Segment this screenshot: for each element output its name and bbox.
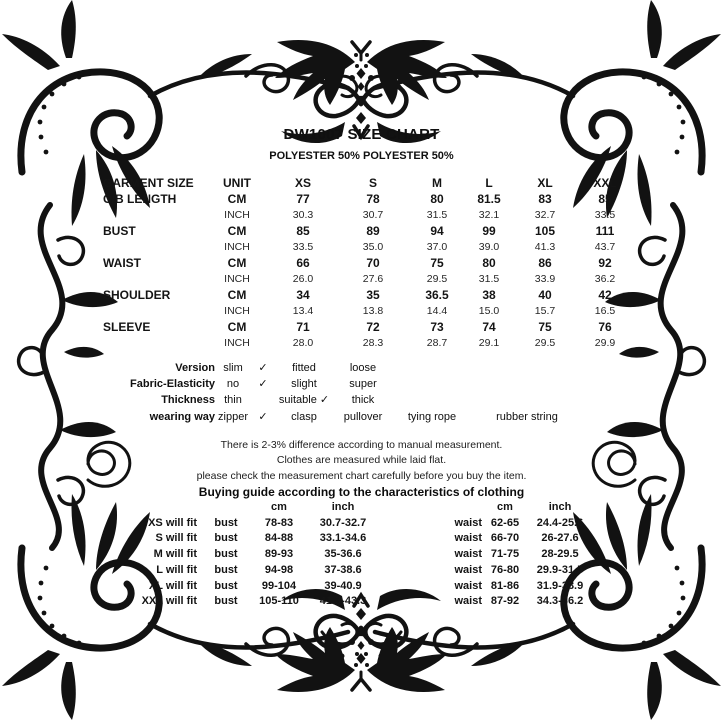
table-cell: 81.5 (477, 192, 501, 206)
table-cell: zipper (218, 410, 248, 423)
table-cell: 80 (482, 256, 496, 270)
table-cell: 38 (482, 288, 496, 302)
table-cell: INCH (224, 305, 250, 317)
table-cell: 86 (538, 256, 552, 270)
table-cell: waist (454, 579, 482, 592)
table-cell: 30.7-32.7 (319, 516, 367, 529)
table-cell: waist (454, 548, 482, 561)
attribute-values (215, 361, 583, 374)
table-cell: 40 (538, 288, 552, 302)
table-cell: S will fit (155, 532, 197, 545)
table-row (95, 547, 383, 563)
note-line: There is 2-3% difference according to manual measurement. (220, 439, 503, 451)
table-cell (446, 500, 482, 516)
table-cell: 42 (598, 288, 612, 302)
buying-guide-waist-table (446, 500, 592, 610)
table-cell: 71 (296, 320, 310, 334)
table-cell: 36.2 (594, 273, 616, 285)
table-cell: 39.0 (478, 241, 500, 253)
table-cell: 30.3 (292, 209, 314, 221)
table-cell: 29.1 (478, 337, 500, 349)
table-cell: L will fit (156, 563, 197, 576)
table-cell: bust (214, 516, 238, 529)
attribute-row-thickness (0, 393, 723, 409)
table-cell: 66-70 (490, 532, 520, 545)
table-row (446, 516, 592, 532)
attribute-row-version (0, 361, 723, 377)
table-row (446, 579, 592, 595)
table-cell: 28.7 (426, 337, 448, 349)
table-cell: 26.0 (292, 273, 314, 285)
table-cell: thick (351, 394, 375, 407)
table-cell: 72 (366, 320, 380, 334)
table-cell: ✓ (258, 378, 268, 391)
table-cell: 35-36.6 (324, 548, 362, 561)
table-row (103, 303, 630, 319)
table-cell: 87-92 (490, 595, 520, 608)
table-row (95, 516, 383, 532)
table-cell: pullover (343, 410, 383, 423)
table-cell: cm (271, 501, 287, 513)
table-row (103, 319, 630, 335)
table-cell: 80 (430, 192, 444, 206)
table-cell: 28.3 (362, 337, 384, 349)
table-cell: M (432, 176, 442, 190)
table-cell: 13.8 (362, 305, 384, 317)
table-cell: CM (227, 288, 247, 302)
table-row (446, 531, 592, 547)
table-cell: 29.9 (594, 337, 616, 349)
table-cell (103, 239, 208, 255)
table-cell: 35 (366, 288, 380, 302)
table-cell: C/B LENGTH (103, 192, 177, 206)
table-cell: 15.7 (534, 305, 556, 317)
table-cell: 15.0 (478, 305, 500, 317)
table-cell: 73 (430, 320, 444, 334)
table-cell: XXL will fit (141, 595, 197, 608)
table-cell: S (368, 176, 377, 190)
table-cell: no (226, 378, 240, 391)
guide-header-row (446, 500, 592, 516)
table-cell: thin (224, 394, 242, 407)
table-cell: 29.5 (534, 337, 556, 349)
attribute-row-wearing-way (0, 410, 723, 426)
page-title: DW1007 SIZE CHART (283, 126, 440, 143)
table-row (103, 255, 630, 271)
table-cell: rubber string (496, 410, 558, 423)
garment-attributes (0, 361, 723, 426)
table-cell: 77 (296, 192, 310, 206)
table-cell: 94 (430, 224, 444, 238)
table-cell: 29.5 (426, 273, 448, 285)
table-cell: 78-83 (264, 516, 294, 529)
table-cell: 31.5 (426, 209, 448, 221)
table-cell: 99 (482, 224, 496, 238)
table-cell: suitable ✓ (278, 394, 330, 407)
table-row (103, 223, 630, 239)
table-cell: CM (227, 224, 247, 238)
table-cell: 85 (598, 192, 612, 206)
table-cell: fitted (292, 362, 316, 374)
table-row (103, 287, 630, 303)
size-chart-table (103, 175, 630, 351)
table-cell: 84-88 (264, 532, 294, 545)
table-cell: 14.4 (426, 305, 448, 317)
table-cell: waist (454, 516, 482, 529)
guide-header-row (95, 500, 383, 516)
table-cell: WAIST (103, 256, 141, 270)
table-cell: inch (548, 501, 572, 513)
buying-guide-heading: Buying guide according to the characteristics of clothing (198, 484, 525, 499)
table-cell: 31.9-33.9 (536, 579, 584, 592)
attribute-label: Thickness (161, 394, 215, 407)
table-cell: 26-27.6 (541, 532, 579, 545)
note-line: please check the measurement chart carefully before you buy the item. (196, 469, 527, 482)
table-cell: 28-29.5 (541, 548, 579, 561)
table-cell: INCH (224, 337, 250, 349)
table-cell: 85 (296, 224, 310, 238)
table-cell: 94-98 (264, 563, 294, 576)
table-cell: 105-110 (259, 595, 299, 608)
table-cell: 30.7 (362, 209, 384, 221)
table-cell: XL (537, 176, 553, 190)
table-cell: 74 (482, 320, 496, 334)
table-cell (95, 500, 197, 516)
table-row (446, 563, 592, 579)
table-cell: SHOULDER (103, 288, 171, 302)
table-cell: 28.0 (292, 337, 314, 349)
attribute-label: Fabric-Elasticity (130, 378, 215, 391)
table-cell: 33.5 (594, 209, 616, 221)
table-row (103, 191, 630, 207)
table-cell: 33.9 (534, 273, 556, 285)
table-cell: 62-65 (490, 516, 520, 529)
table-cell: super (349, 378, 377, 391)
table-cell: 34 (296, 288, 310, 302)
table-cell: 43.7 (594, 241, 616, 253)
table-cell: 75 (538, 320, 552, 334)
table-cell: CM (227, 192, 247, 206)
table-cell: 32.1 (478, 209, 500, 221)
table-cell: UNIT (223, 176, 251, 190)
table-cell: XS will fit (148, 516, 197, 529)
table-cell: XL will fit (148, 579, 197, 592)
table-row (446, 547, 592, 563)
table-cell: inch (331, 501, 355, 513)
table-cell: M will fit (153, 548, 197, 561)
table-cell: 34.3-36.2 (536, 595, 584, 608)
size-table-header-row (103, 175, 630, 191)
table-row (95, 531, 383, 547)
table-cell: 33.1-34.6 (319, 532, 367, 545)
table-row (103, 335, 630, 351)
attribute-label: Version (175, 362, 215, 374)
attribute-row-elasticity (0, 377, 723, 393)
attribute-values (215, 393, 583, 406)
buying-guide-bust-table (95, 500, 383, 610)
table-cell: bust (214, 532, 238, 545)
table-cell: 16.5 (594, 305, 616, 317)
table-cell: 36.5 (425, 288, 449, 302)
table-cell: waist (454, 595, 482, 608)
attribute-label: wearing way (149, 410, 215, 423)
table-cell: 76-80 (490, 563, 520, 576)
table-cell: 81-86 (490, 579, 520, 592)
table-cell: 83 (538, 192, 552, 206)
attribute-values (215, 410, 583, 423)
table-cell: SLEEVE (103, 320, 151, 334)
table-cell: bust (214, 579, 238, 592)
table-row (103, 271, 630, 287)
table-cell: 24.4-25.6 (536, 516, 584, 529)
table-cell: CM (227, 256, 247, 270)
note-line: Clothes are measured while laid flat. (276, 454, 447, 467)
table-cell: 41.3-43.3 (319, 595, 367, 608)
table-cell: bust (214, 563, 238, 576)
table-cell: 89 (366, 224, 380, 238)
table-cell (103, 271, 208, 287)
table-cell: 105 (534, 224, 556, 238)
table-cell: ✓ (258, 362, 268, 374)
table-cell: 13.4 (292, 305, 314, 317)
table-cell: 78 (366, 192, 380, 206)
table-cell: clasp (291, 410, 317, 423)
table-cell: 41.3 (534, 241, 556, 253)
table-row (446, 594, 592, 610)
table-cell: 27.6 (362, 273, 384, 285)
table-cell: 71-75 (490, 548, 520, 561)
table-cell (103, 303, 208, 319)
table-cell: waist (454, 563, 482, 576)
table-cell (103, 207, 208, 223)
measurement-notes (0, 438, 723, 500)
table-cell: INCH (224, 241, 250, 253)
table-row (95, 579, 383, 595)
table-cell: 37-38.6 (324, 563, 362, 576)
table-cell: 31.5 (478, 273, 500, 285)
table-cell: 37.0 (426, 241, 448, 253)
table-cell: 75 (430, 256, 444, 270)
table-row (103, 239, 630, 255)
table-cell: GARMENT SIZE (103, 176, 194, 190)
table-cell: INCH (224, 273, 250, 285)
table-cell: XS (294, 176, 311, 190)
table-cell: tying rope (407, 410, 457, 423)
table-cell: L (485, 176, 493, 190)
table-cell (197, 500, 255, 516)
table-cell: 99-104 (261, 579, 297, 592)
table-cell: ✓ (258, 410, 268, 423)
table-cell: XXL (593, 176, 617, 190)
fabric-subtitle: POLYESTER 50% POLYESTER 50% (269, 150, 454, 162)
table-cell: 111 (595, 224, 615, 238)
table-cell: 89-93 (264, 548, 294, 561)
table-cell: INCH (224, 209, 250, 221)
table-cell: 32.7 (534, 209, 556, 221)
table-cell: 33.5 (292, 241, 314, 253)
table-cell: bust (214, 595, 238, 608)
table-cell: 66 (296, 256, 310, 270)
table-cell: 92 (598, 256, 612, 270)
table-row (103, 207, 630, 223)
table-cell (103, 335, 208, 351)
table-cell: slim (223, 362, 243, 374)
table-cell: bust (214, 548, 238, 561)
table-row (95, 563, 383, 579)
table-cell: loose (349, 362, 377, 374)
attribute-values (215, 377, 583, 390)
table-cell: cm (497, 501, 513, 513)
table-cell: slight (291, 378, 317, 391)
table-cell: 35.0 (362, 241, 384, 253)
table-cell: 39-40.9 (324, 579, 362, 592)
table-cell: BUST (103, 224, 136, 238)
table-cell: 29.9-31.5 (536, 563, 584, 576)
table-cell: waist (454, 532, 482, 545)
table-cell: 76 (598, 320, 612, 334)
table-cell: 70 (366, 256, 380, 270)
table-cell: CM (227, 320, 247, 334)
table-row (95, 594, 383, 610)
